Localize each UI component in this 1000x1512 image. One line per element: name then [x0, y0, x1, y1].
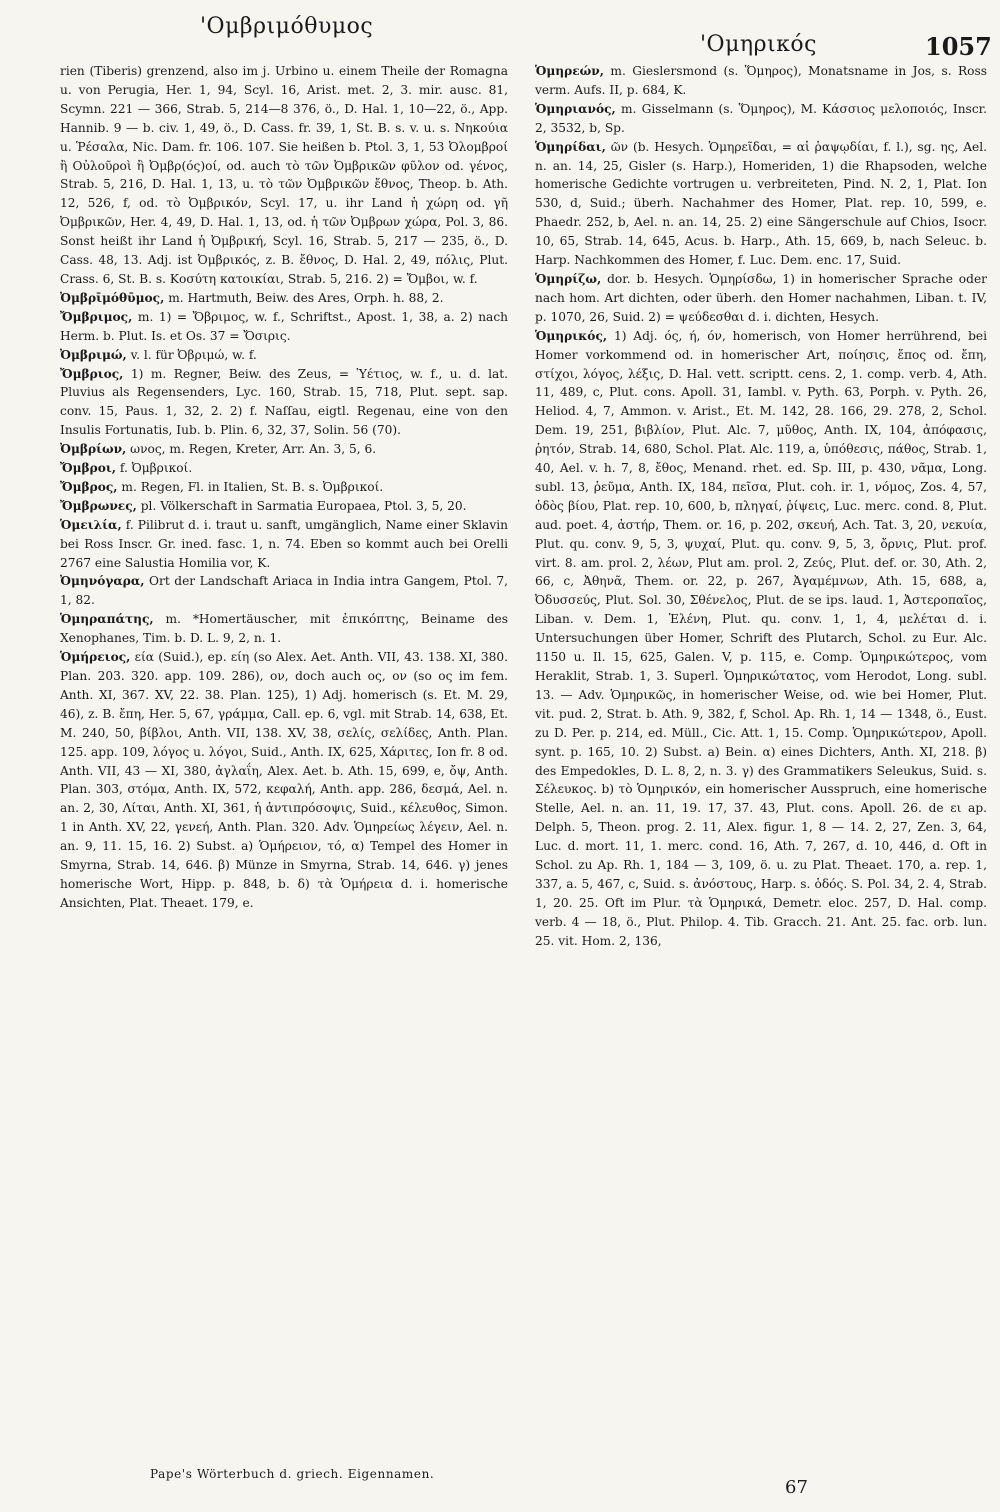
- entry-lemma: Ὁμειλία,: [60, 517, 122, 532]
- signature-mark: 67: [785, 1477, 808, 1498]
- entry-lemma: Ὁμηρίδαι,: [535, 139, 606, 154]
- entry-text: rien (Tiberis) grenzend, also im j. Urbino u. einem Theile der Romagna u. von Perugia, Her. 1, 94, Scyl. 16, Arist. met. 2, 3. mir. ausc. 81, Scymn. 221 — 366, Strab. 5, 214—8 376, ö., D. Hal. 1, 10—22, ö., App. Hannib. 9 — b. civ. 1, 49, ö., D. Cass. fr. 39, 1, St. B. s. v. u. s. Νηκούια u. Ῥέσαλα, Nic. Dam. fr. 106. 107. Sie heißen b. Ptol. 3, 1, 53 Ὀλομβροί ἢ Οὐλοῦροὶ ἢ Ὀμβρ(ός)οί, od. auch τὸ τῶν Ὀμβρικῶν φῦλον od. γένος, Strab. 5, 216, D. Hal. 1, 13, u. τὸ τῶν Ὀμβρικῶν ἔθνος, Theop. b. Ath. 12, 526, f, od. τὸ Ὀμβρικόν, Scyl. 17, u. ihr Land ἡ χώρη od. γῆ Ὀμβρικῶν, Her. 4, 49, D. Hal. 1, 13, od. ἡ τῶν Ὀμβρων χώρα, Pol. 3, 86. Sonst heißt ihr Land ἡ Ὀμβρική, Scyl. 16, Strab. 5, 217 — 235, ö., D. Cass. 48, 13. Adj. ist Ὀμβρικός, z. B. ἔθνος, D. Hal. 2, 49, πόλις, Plut. Crass. 6, St. B. s. Κοσύτη κατοικίαι, Strab. 5, 216. 2) = Ὄμβοι, w. f.: [60, 64, 508, 286]
- dictionary-entry: [60, 648, 508, 913]
- entry-text: εία (Suid.), ep. είη (so Alex. Aet. Anth. VII, 43. 138. XI, 380. Plan. 203. 320. app. 109. 286), ον, doch auch ος, ον (so ος im fem. Anth. XI, 367. XV, 22. 38. Plan. 125), 1) Adj. homerisch (s. Et. M. 29, 46), z. B. ἔπη, Her. 5, 67, γράμμα, Call. ep. 6, vgl. mit Strab. 14, 638, Et. M. 240, 50, βίβλοι, Anth. VII, 138. XV, 38, σελίς, σελίδες, Anth. Plan. 125. app. 109, λόγος u. λόγοι, Suid., Anth. IX, 625, Χάριτες, Ion fr. 8 od. Anth. VII, 43 — XI, 380, ἀγλαΐη, Alex. Aet. b. Ath. 15, 699, e, ὄψ, Anth. Plan. 303, στόμα, Anth. IX, 572, κεφαλή, Anth. app. 286, δεσμά, Ael. n. an. 2, 30, Λίται, Anth. XI, 361, ἡ ἀντιπρόσοψις, Suid., κέλευθος, Simon. 1 in Anth. XV, 22, γενεή, Anth. Plan. 320. Adv. Ὁμηρείως λέγειν, Ael. n. an. 9, 11. 15, 16. 2) Subst. a) Ὁμήρειον, τό, α) Tempel des Homer in Smyrna, Strab. 14, 646. β) Münze in Smyrna, Strab. 14, 646. γ) jenes homerische Wort, Hipp. p. 848, b. δ) τὰ Ὁμήρεια d. i. homerische Ansichten, Plat. Theaet. 179, e.: [60, 650, 508, 910]
- right-column: [535, 62, 987, 1457]
- entry-lemma: Ὁμηριανός,: [535, 101, 616, 116]
- dictionary-entry: [60, 62, 508, 289]
- dictionary-entry: [60, 289, 508, 308]
- entry-text: v. l. für Ὀβριμώ, w. f.: [130, 347, 257, 362]
- page-header: [0, 0, 1000, 60]
- entry-lemma: Ὄμβριμος,: [60, 309, 133, 324]
- entry-text: pl. Völkerschaft in Sarmatia Europaea, Ptol. 3, 5, 20.: [140, 498, 467, 513]
- entry-text: f. Pilibrut d. i. traut u. sanft, umgänglich, Name einer Sklavin bei Ross Inscr. Gr. ined. fasc. 1, n. 74. Eben so kommt auch bei Orelli 2767 eine Salustia Homilia vor, K.: [60, 517, 508, 570]
- running-head-right: 'Ομηρικός: [700, 32, 817, 57]
- entry-lemma: Ὀμβρῑμόθῡμος,: [60, 290, 165, 305]
- entry-text: dor. b. Hesych. Ὁμηρίσδω, 1) in homerischer Sprache oder nach hom. Art dichten, oder überh. den Homer nachahmen, Liban. t. IV, p. 1070, 26, Suid. 2) = ψεύδεσθαι d. i. dichten, Hesych.: [535, 271, 987, 324]
- dictionary-entry: [535, 270, 987, 327]
- entry-text: m. Gieslersmond (s. Ὅμηρος), Monatsname in Jos, s. Ross verm. Aufs. II, p. 684, K.: [535, 64, 987, 97]
- entry-lemma: Ὁμηρικός,: [535, 328, 608, 343]
- entry-lemma: Ὀμβρίων,: [60, 442, 127, 457]
- dictionary-entry: [60, 308, 508, 346]
- entry-lemma: Ὄμβροι,: [60, 461, 116, 476]
- dictionary-entry: [60, 346, 508, 365]
- entry-text: m. 1) = Ὄβριμος, w. f., Schriftst., Apost. 1, 38, a. 2) nach Herm. b. Plut. Is. et Os. 37 = Ὄσιρις.: [60, 309, 508, 343]
- dictionary-entry: [60, 516, 508, 573]
- dictionary-entry: [60, 478, 508, 497]
- entry-text: m. *Homertäuscher, mit ἐπικόπτης, Beiname des Xenophanes, Tim. b. D. L. 9, 2, n. 1.: [60, 612, 508, 646]
- entry-lemma: Ὁμήρειος,: [60, 650, 131, 665]
- entry-text: Ort der Landschaft Ariaca in India intra Gangem, Ptol. 7, 1, 82.: [60, 574, 508, 608]
- entry-lemma: Ὄμβριος,: [60, 366, 124, 381]
- page-number: 1057: [925, 32, 992, 61]
- entry-text: m. Gisselmann (s. Ὅμηρος), M. Κάσσιος μελοποιός, Inscr. 2, 3532, b, Sp.: [535, 101, 987, 135]
- entry-text: ωνος, m. Regen, Kreter, Arr. An. 3, 5, 6.: [130, 442, 377, 457]
- dictionary-entry: [60, 459, 508, 478]
- entry-lemma: Ὄμβρωνες,: [60, 498, 137, 513]
- dictionary-entry: [535, 62, 987, 100]
- footer-note: Pape's Wörterbuch d. griech. Eigennamen.: [150, 1467, 435, 1481]
- entry-text: m. Regen, Fl. in Italien, St. B. s. Ὀμβρικοί.: [121, 479, 384, 494]
- entry-text: 1) Adj. ός, ή, όν, homerisch, von Homer herrührend, bei Homer vorkommend od. in homerischer Art, ποίησις, ἔπος od. ἔπη, στίχοι, λόγος, λέξις, D. Hal. vett. scriptt. cens. 2, 1. comp. verb. 4, Ath. 11, 489, c, Plut. cons. Apoll. 31, Iambl. v. Pyth. 63, Porph. v. Pyth. 26, Heliod. 4, 7, Ammon. v. Arist., Et. M. 142, 28. 166, 29. 278, 2, Schol. Dem. 19, 251, βιβλίον, Plut. Alc. 7, μῦθος, Anth. IX, 104, ἀπόφασις, ῥητόν, Strab. 14, 680, Schol. Plat. Alc. 119, a, ὑπόθεσις, πάθος, Strab. 1, 40, Ael. v. h. 7, 8, ἔθος, Menand. rhet. ed. Sp. III, p. 430, νᾶμα, Long. subl. 13, ῥεῦμα, Anth. IX, 184, πεῖσα, Plut. coh. ir. 1, νόμος, Zos. 4, 57, ὁδὸς βίου, Plat. rep. 10, 600, b, πληγαί, ῥίψεις, Luc. merc. cond. 8, Plut. aud. poet. 4, ἀστήρ, Them. or. 16, p. 202, σκευή, Ach. Tat. 3, 20, νεκυία, Plut. qu. conv. 9, 5, 3, ψυχαί, Plut. qu. conv. 9, 5, 3, ὄρνις, Plut. prof. virt. 8. am. prol. 2, λέων, Plut am. prol. 2, Ζεύς, Plut. def. or. 30, Ath. 2, 66, c, Ἀθηνᾶ, Them. or. 22, p. 267, Ἀγαμέμνων, Ath. 15, 688, a, Ὀδυσσεύς, Plut. Sol. 30, Σθένελος, Plut. de se ips. laud. 1, Ἀστεροπαῖος, Liban. v. Dem. 1, Ἑλένη, Plut. qu. conv. 1, 1, 4, μελέται d. i. Untersuchungen über Homer, Schrift des Plutarch, Schol. zu Eur. Alc. 1150 u. Il. 15, 625, Galen. V, p. 115, e. Comp. Ὁμηρικώτερος, vom Heraklit, Strab. 1, 3. Superl. Ὁμηρικώτατος, vom Herodot, Long. subl. 13. — Adv. Ὁμηρικῶς, in homerischer Weise, od. wie bei Homer, Plut. vit. pud. 2, Strat. b. Ath. 9, 382, f, Schol. Ap. Rh. 1, 14 — 1348, ö., Eust. zu D. Per. p. 214, ed. Müll., Cic. Att. 1, 15. Comp. Ὁμηρικώτερον, Apoll. synt. p. 165, 10. 2) Subst. a) Bein. α) eines Dichters, Anth. XI, 218. β) des Empedokles, D. L. 8, 2, n. 3. γ) des Grammatikers Seleukus, Suid. s. Σέλευκος. b) τὸ Ὁμηρικόν, ein homerischer Ausspruch, eine homerische Stelle, Ael. n. an. 11, 19. 17, 37. 43, Plut. cons. Apoll. 26. de ει ap. Delph. 5, Theon. prog. 2. 11, Alex. figur. 1, 8 — 14. 2, 27, Zen. 3, 64, Luc. d. mort. 11, 1. merc. cond. 16, Ath. 7, 267, d. 10, 446, d. Oft in Schol. zu Ap. Rh. 1, 184 — 3, 109, ö. u. zu Plat. Theaet. 170, a. rep. 1, 337, a. 5, 467, c, Suid. s. ἀνόστους, Harp. s. ὁδός. S. Pol. 34, 2. 4, Strab. 1, 20. 25. Oft im Plur. τὰ Ὁμηρικά, Demetr. eloc. 257, D. Hal. comp. verb. 4 — 18, ö., Plut. Philop. 4. Tib. Gracch. 21. Ant. 25. fac. orb. lun. 25. vit. Hom. 2, 136,: [535, 328, 987, 948]
- entry-lemma: Ὁμηρίζω,: [535, 271, 602, 286]
- entry-text: f. Ὀμβρικοί.: [119, 461, 193, 476]
- entry-text: 1) m. Regner, Beiw. des Zeus, = Ὑέτιος, w. f., u. d. lat. Pluvius als Regensenders, Lyc. 160, Strab. 15, 718, Plut. sept. sap. conv. 15, Paus. 1, 32, 2. 2) f. Naſſau, eigtl. Regenau, eine von den Insulis Fortunatis, Iub. b. Plin. 6, 32, 37, Solin. 56 (70).: [60, 366, 508, 438]
- entry-lemma: Ὁμηρεών,: [535, 64, 604, 78]
- dictionary-entry: [60, 572, 508, 610]
- entry-lemma: Ὁμηραπάτης,: [60, 612, 154, 627]
- entry-lemma: Ὀμηνόγαρα,: [60, 574, 145, 589]
- entry-text: m. Hartmuth, Beiw. des Ares, Orph. h. 88, 2.: [168, 290, 444, 305]
- dictionary-entry: [60, 365, 508, 441]
- dictionary-entry: [535, 138, 987, 270]
- entry-text: ῶν (b. Hesych. Ὁμηρεῖδαι, = αἱ ῥαψῳδίαι, f. l.), sg. ης, Ael. n. an. 14, 25, Gisler (s. Harp.), Homeriden, 1) die Rhapsoden, welche homerische Gedichte vortrugen u. verbreiteten, Pind. N. 2, 1, Plat. Ion 530, d, Suid.; überh. Nachahmer des Homer, Plat. rep. 10, 599, e. Phaedr. 252, b, Ael. n. an. 14, 25. 2) eine Sängerschule auf Chios, Isocr. 10, 65, Strab. 14, 645, Acus. b. Harp., Ath. 15, 669, b, nach Seleuc. b. Harp. Nachkommen des Homer, f. Luc. Dem. enc. 17, Suid.: [535, 139, 987, 268]
- dictionary-entry: [60, 610, 508, 648]
- left-column: [60, 62, 508, 1457]
- dictionary-entry: [60, 497, 508, 516]
- running-head-left: 'Ομβριμόθυμος: [200, 14, 374, 39]
- dictionary-entry: [60, 440, 508, 459]
- entry-lemma: Ὄμβρος,: [60, 479, 118, 494]
- dictionary-entry: [535, 100, 987, 138]
- dictionary-entry: [535, 327, 987, 951]
- entry-lemma: Ὀμβριμώ,: [60, 347, 127, 362]
